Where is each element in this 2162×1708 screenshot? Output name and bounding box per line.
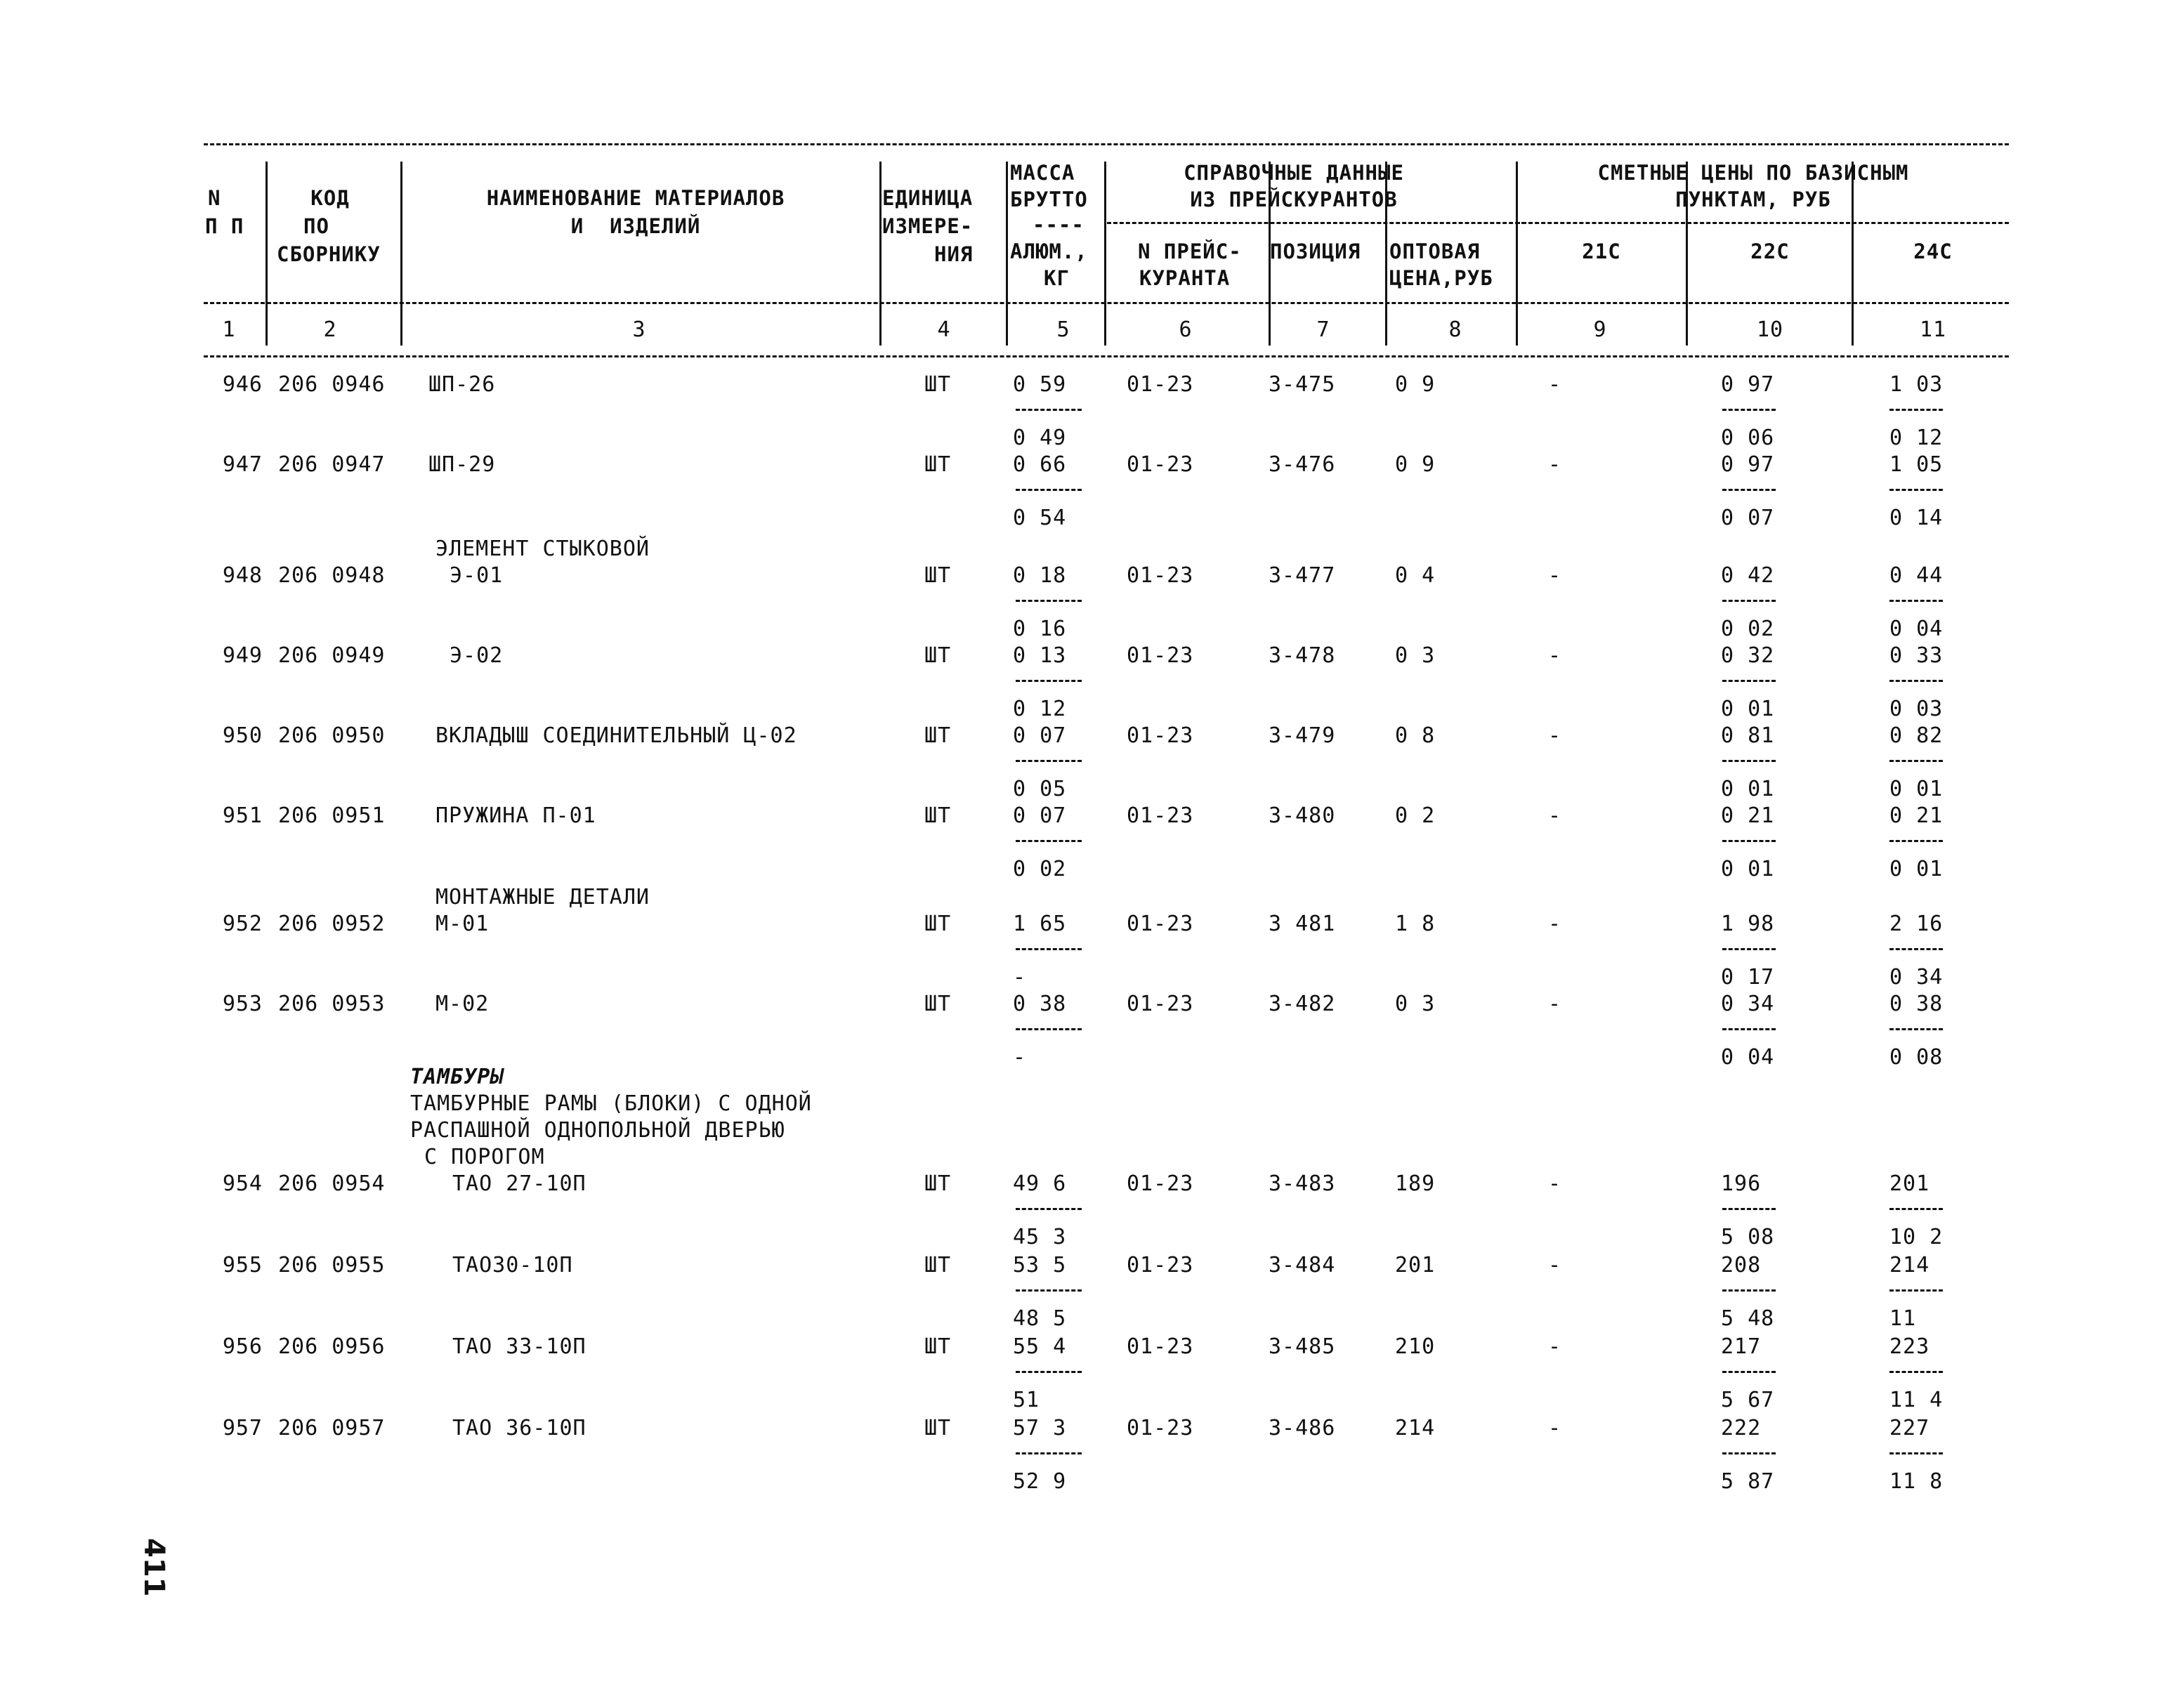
row-code: 206 0956 — [278, 1334, 386, 1359]
row-price-24c: 0 44 — [1889, 563, 1944, 588]
row-mass-alu: 0 12 — [1013, 697, 1067, 721]
column-number: 1 — [222, 317, 236, 342]
col-position-label: ПОЗИЦИЯ — [1270, 239, 1361, 263]
row-number: 957 — [222, 1416, 263, 1440]
fraction-rule — [1722, 1371, 1776, 1373]
price-group-label: ПУНКТАМ, РУБ — [1675, 188, 1831, 211]
row-price-22c: 196 — [1721, 1171, 1762, 1196]
fraction-rule — [1016, 1208, 1082, 1210]
row-price-21c: - — [1548, 563, 1562, 588]
row-wholesale: 201 — [1395, 1253, 1436, 1277]
col-22c-label: 22С — [1750, 239, 1790, 263]
row-code: 206 0957 — [278, 1416, 386, 1440]
row-wholesale: 210 — [1395, 1334, 1436, 1359]
column-rule — [1006, 162, 1008, 346]
row-unit: ШТ — [924, 992, 952, 1016]
col-code-label: СБОРНИКУ — [277, 242, 381, 266]
row-number: 946 — [222, 372, 263, 397]
row-price-22c-sub: 5 67 — [1721, 1388, 1775, 1412]
row-unit: ШТ — [924, 372, 952, 397]
section-label: ТАМБУРНЫЕ РАМЫ (БЛОКИ) С ОДНОЙ — [410, 1091, 812, 1116]
col-unit-label: НИЯ — [934, 242, 974, 266]
row-price-22c: 0 21 — [1721, 803, 1775, 828]
row-price-24c: 201 — [1889, 1171, 1930, 1196]
fraction-rule — [1016, 680, 1082, 682]
row-name: М-02 — [435, 992, 490, 1016]
row-pricelist: 01-23 — [1127, 992, 1194, 1016]
row-price-24c: 214 — [1889, 1253, 1930, 1277]
row-pricelist: 01-23 — [1127, 1253, 1194, 1277]
row-mass: 0 07 — [1013, 803, 1067, 828]
row-pricelist: 01-23 — [1127, 1416, 1194, 1440]
row-price-24c-sub: 0 04 — [1889, 617, 1944, 641]
row-position: 3-485 — [1269, 1334, 1336, 1359]
row-unit: ШТ — [924, 643, 952, 668]
row-name: ШП-26 — [428, 372, 496, 397]
fraction-rule — [1722, 680, 1776, 682]
row-position: 3-475 — [1269, 372, 1336, 397]
col-mass-label: БРУТТО — [1010, 188, 1088, 211]
fraction-rule — [1889, 1289, 1943, 1292]
row-pricelist: 01-23 — [1127, 643, 1194, 668]
row-number: 948 — [222, 563, 263, 588]
row-pricelist: 01-23 — [1127, 803, 1194, 828]
fraction-rule — [1722, 1452, 1776, 1454]
row-mass: 0 38 — [1013, 992, 1067, 1016]
row-price-22c: 0 34 — [1721, 992, 1775, 1016]
row-price-22c-sub: 0 02 — [1721, 617, 1775, 641]
row-pricelist: 01-23 — [1127, 1334, 1194, 1359]
fraction-rule — [1016, 1289, 1082, 1292]
row-price-24c: 223 — [1889, 1334, 1930, 1359]
row-price-21c: - — [1548, 372, 1562, 397]
column-number: 3 — [632, 317, 646, 342]
row-unit: ШТ — [924, 1334, 952, 1359]
col-wholesale-label: ОПТОВАЯ — [1389, 239, 1481, 263]
row-wholesale: 1 8 — [1395, 912, 1436, 936]
row-price-24c-sub: 0 03 — [1889, 697, 1944, 721]
row-price-21c: - — [1548, 1334, 1562, 1359]
row-price-22c-sub: 0 04 — [1721, 1045, 1775, 1070]
row-price-22c: 217 — [1721, 1334, 1762, 1359]
row-code: 206 0949 — [278, 643, 386, 668]
fraction-rule — [1889, 948, 1943, 950]
section-label: МОНТАЖНЫЕ ДЕТАЛИ — [435, 885, 650, 909]
column-rule — [1516, 162, 1518, 346]
row-number: 949 — [222, 643, 263, 668]
row-number: 952 — [222, 912, 263, 936]
section-label: ЭЛЕМЕНТ СТЫКОВОЙ — [435, 537, 650, 561]
row-price-24c-sub: 11 4 — [1889, 1388, 1944, 1412]
row-price-22c: 0 97 — [1721, 372, 1775, 397]
row-mass: 0 07 — [1013, 723, 1067, 748]
row-position: 3-476 — [1269, 452, 1336, 477]
fraction-rule — [1889, 680, 1943, 682]
row-price-24c: 1 05 — [1889, 452, 1944, 477]
row-code: 206 0951 — [278, 803, 386, 828]
row-unit: ШТ — [924, 1253, 952, 1277]
row-price-24c: 2 16 — [1889, 912, 1944, 936]
row-price-24c: 0 38 — [1889, 992, 1944, 1016]
row-name: ТАО 36-10П — [452, 1416, 587, 1440]
row-pricelist: 01-23 — [1127, 452, 1194, 477]
row-mass-alu: 48 5 — [1013, 1306, 1067, 1331]
column-rule — [1852, 162, 1854, 346]
fraction-rule — [1722, 1289, 1776, 1292]
row-wholesale: 0 3 — [1395, 992, 1436, 1016]
row-position: 3-482 — [1269, 992, 1336, 1016]
row-number: 955 — [222, 1253, 263, 1277]
row-price-21c: - — [1548, 643, 1562, 668]
row-price-22c-sub: 0 01 — [1721, 697, 1775, 721]
col-mass-label: МАССА — [1010, 161, 1075, 185]
row-price-24c-sub: 0 14 — [1889, 506, 1944, 530]
row-price-24c: 227 — [1889, 1416, 1930, 1440]
row-price-24c-sub: 0 01 — [1889, 857, 1944, 881]
price-group-rule — [1516, 222, 2009, 224]
row-position: 3 481 — [1269, 912, 1336, 936]
row-price-22c-sub: 5 87 — [1721, 1469, 1775, 1494]
row-wholesale: 0 4 — [1395, 563, 1436, 588]
column-number: 11 — [1919, 317, 1947, 342]
col-name-label: НАИМЕНОВАНИЕ МАТЕРИАЛОВ — [486, 186, 785, 210]
fraction-rule — [1889, 760, 1943, 762]
fraction-rule — [1889, 600, 1943, 602]
row-position: 3-477 — [1269, 563, 1336, 588]
column-rule — [266, 162, 268, 346]
row-mass: 0 59 — [1013, 372, 1067, 397]
fraction-rule — [1016, 600, 1082, 602]
row-price-24c-sub: 0 12 — [1889, 426, 1944, 450]
fraction-rule — [1722, 840, 1776, 842]
row-price-22c: 1 98 — [1721, 912, 1775, 936]
row-position: 3-486 — [1269, 1416, 1336, 1440]
column-number: 8 — [1448, 317, 1462, 342]
row-price-21c: - — [1548, 1416, 1562, 1440]
row-wholesale: 214 — [1395, 1416, 1436, 1440]
row-price-21c: - — [1548, 992, 1562, 1016]
header-bottom-rule — [204, 355, 2009, 357]
section-label: РАСПАШНОЙ ОДНОПОЛЬНОЙ ДВЕРЬЮ — [410, 1118, 785, 1143]
col-pricelist-label: N ПРЕЙС- — [1138, 239, 1242, 263]
row-number: 953 — [222, 992, 263, 1016]
column-number: 9 — [1593, 317, 1607, 342]
fraction-rule — [1016, 409, 1082, 411]
row-name: ТАО 27-10П — [452, 1171, 587, 1196]
row-code: 206 0946 — [278, 372, 386, 397]
row-code: 206 0950 — [278, 723, 386, 748]
row-price-22c-sub: 0 01 — [1721, 777, 1775, 801]
row-wholesale: 0 8 — [1395, 723, 1436, 748]
row-wholesale: 0 9 — [1395, 372, 1436, 397]
ref-group-label: ИЗ ПРЕЙСКУРАНТОВ — [1190, 188, 1398, 211]
row-price-22c-sub: 5 08 — [1721, 1225, 1775, 1249]
col-number-label: П П — [205, 214, 244, 238]
row-price-22c-sub: 0 17 — [1721, 965, 1775, 990]
fraction-rule — [1889, 840, 1943, 842]
row-code: 206 0948 — [278, 563, 386, 588]
row-mass: 0 13 — [1013, 643, 1067, 668]
column-number: 4 — [937, 317, 951, 342]
row-price-24c-sub: 11 8 — [1889, 1469, 1944, 1494]
row-code: 206 0955 — [278, 1253, 386, 1277]
col-21c-label: 21С — [1582, 239, 1621, 263]
header-mid-rule — [204, 302, 2009, 304]
row-number: 956 — [222, 1334, 263, 1359]
row-unit: ШТ — [924, 452, 952, 477]
col-24c-label: 24С — [1913, 239, 1953, 263]
fraction-rule — [1889, 1371, 1943, 1373]
row-mass-alu: 0 02 — [1013, 857, 1067, 881]
row-mass-alu: 0 54 — [1013, 506, 1067, 530]
fraction-rule — [1889, 1028, 1943, 1030]
row-mass: 53 5 — [1013, 1253, 1067, 1277]
row-price-21c: - — [1548, 803, 1562, 828]
fraction-rule — [1016, 489, 1082, 491]
fraction-rule — [1722, 1028, 1776, 1030]
col-code-label: ПО — [303, 214, 329, 238]
fraction-rule — [1722, 1208, 1776, 1210]
column-number: 6 — [1179, 317, 1193, 342]
col-mass-label: КГ — [1044, 266, 1070, 290]
row-mass-alu: 51 — [1013, 1388, 1040, 1412]
fraction-rule — [1889, 409, 1943, 411]
col-unit-label: ЕДИНИЦА — [882, 186, 974, 210]
row-mass: 0 18 — [1013, 563, 1067, 588]
row-pricelist: 01-23 — [1127, 372, 1194, 397]
row-unit: ШТ — [924, 803, 952, 828]
row-price-21c: - — [1548, 452, 1562, 477]
row-number: 954 — [222, 1171, 263, 1196]
row-mass-alu: 0 05 — [1013, 777, 1067, 801]
row-price-22c: 0 32 — [1721, 643, 1775, 668]
col-mass-label: АЛЮМ., — [1010, 239, 1088, 263]
row-pricelist: 01-23 — [1127, 723, 1194, 748]
row-number: 951 — [222, 803, 263, 828]
fraction-rule — [1016, 1452, 1082, 1454]
row-name: Э-01 — [450, 563, 504, 588]
page-number: 411 — [138, 1538, 170, 1597]
row-price-24c: 0 33 — [1889, 643, 1944, 668]
row-price-24c-sub: 0 01 — [1889, 777, 1944, 801]
row-wholesale: 0 3 — [1395, 643, 1436, 668]
row-mass-alu: 45 3 — [1013, 1225, 1067, 1249]
row-price-21c: - — [1548, 912, 1562, 936]
row-price-22c-sub: 0 01 — [1721, 857, 1775, 881]
row-price-22c: 0 97 — [1721, 452, 1775, 477]
col-mass-label: ---- — [1033, 213, 1085, 237]
row-name: М-01 — [435, 912, 490, 936]
row-code: 206 0947 — [278, 452, 386, 477]
col-code-label: КОД — [310, 186, 350, 210]
row-price-22c: 0 81 — [1721, 723, 1775, 748]
row-price-22c-sub: 0 06 — [1721, 426, 1775, 450]
fraction-rule — [1722, 600, 1776, 602]
column-rule — [1104, 162, 1106, 346]
col-wholesale-label: ЦЕНА,РУБ — [1389, 266, 1493, 290]
fraction-rule — [1889, 1452, 1943, 1454]
fraction-rule — [1889, 1208, 1943, 1210]
row-price-21c: - — [1548, 1171, 1562, 1196]
row-mass: 55 4 — [1013, 1334, 1067, 1359]
row-mass-alu: - — [1013, 1045, 1027, 1070]
row-code: 206 0952 — [278, 912, 386, 936]
column-rule — [879, 162, 882, 346]
column-rule — [400, 162, 402, 346]
row-position: 3-483 — [1269, 1171, 1336, 1196]
fraction-rule — [1722, 948, 1776, 950]
row-position: 3-484 — [1269, 1253, 1336, 1277]
row-mass-alu: 0 16 — [1013, 617, 1067, 641]
row-code: 206 0954 — [278, 1171, 386, 1196]
row-unit: ШТ — [924, 723, 952, 748]
fraction-rule — [1016, 1028, 1082, 1030]
col-number-label: N — [208, 186, 221, 210]
row-price-24c-sub: 11 — [1889, 1306, 1917, 1331]
column-number: 7 — [1316, 317, 1330, 342]
ref-group-label: СПРАВОЧНЫЕ ДАННЫЕ — [1184, 161, 1404, 185]
row-mass-alu: 0 49 — [1013, 426, 1067, 450]
col-name-label: И ИЗДЕЛИЙ — [570, 214, 701, 238]
col-pricelist-label: КУРАНТА — [1139, 266, 1231, 290]
row-position: 3-479 — [1269, 723, 1336, 748]
row-mass: 49 6 — [1013, 1171, 1067, 1196]
row-name: ШП-29 — [428, 452, 496, 477]
row-position: 3-480 — [1269, 803, 1336, 828]
row-name: ВКЛАДЫШ СОЕДИНИТЕЛЬНЫЙ Ц-02 — [435, 723, 797, 748]
column-number: 5 — [1056, 317, 1070, 342]
row-pricelist: 01-23 — [1127, 563, 1194, 588]
column-number: 10 — [1756, 317, 1784, 342]
row-price-24c-sub: 10 2 — [1889, 1225, 1944, 1249]
fraction-rule — [1016, 760, 1082, 762]
row-price-24c-sub: 0 34 — [1889, 965, 1944, 990]
col-unit-label: ИЗМЕРЕ- — [882, 214, 974, 238]
row-code: 206 0953 — [278, 992, 386, 1016]
row-price-24c: 0 82 — [1889, 723, 1944, 748]
row-unit: ШТ — [924, 563, 952, 588]
row-price-22c: 222 — [1721, 1416, 1762, 1440]
row-price-22c: 0 42 — [1721, 563, 1775, 588]
column-number: 2 — [323, 317, 337, 342]
section-label: ТАМБУРЫ — [410, 1065, 504, 1089]
fraction-rule — [1722, 489, 1776, 491]
row-price-22c-sub: 0 07 — [1721, 506, 1775, 530]
row-price-21c: - — [1548, 1253, 1562, 1277]
header-top-rule — [204, 143, 2009, 145]
fraction-rule — [1016, 948, 1082, 950]
row-name: Э-02 — [450, 643, 504, 668]
row-mass-alu: - — [1013, 965, 1027, 990]
section-label: С ПОРОГОМ — [424, 1145, 545, 1169]
fraction-rule — [1016, 1371, 1082, 1373]
row-price-22c: 208 — [1721, 1253, 1762, 1277]
row-mass-alu: 52 9 — [1013, 1469, 1067, 1494]
row-unit: ШТ — [924, 1416, 952, 1440]
row-name: ТАО 33-10П — [452, 1334, 587, 1359]
row-name: ТАО30-10П — [452, 1253, 573, 1277]
row-price-21c: - — [1548, 723, 1562, 748]
row-number: 950 — [222, 723, 263, 748]
row-price-24c-sub: 0 08 — [1889, 1045, 1944, 1070]
ref-group-rule — [1107, 222, 1526, 224]
row-number: 947 — [222, 452, 263, 477]
row-position: 3-478 — [1269, 643, 1336, 668]
row-mass: 57 3 — [1013, 1416, 1067, 1440]
fraction-rule — [1889, 489, 1943, 491]
row-price-24c: 1 03 — [1889, 372, 1944, 397]
row-mass: 0 66 — [1013, 452, 1067, 477]
row-price-22c-sub: 5 48 — [1721, 1306, 1775, 1331]
fraction-rule — [1722, 760, 1776, 762]
row-wholesale: 189 — [1395, 1171, 1436, 1196]
fraction-rule — [1722, 409, 1776, 411]
row-pricelist: 01-23 — [1127, 1171, 1194, 1196]
row-name: ПРУЖИНА П-01 — [435, 803, 596, 828]
row-unit: ШТ — [924, 912, 952, 936]
fraction-rule — [1016, 840, 1082, 842]
price-group-label: СМЕТНЫЕ ЦЕНЫ ПО БАЗИСНЫМ — [1597, 161, 1909, 185]
row-wholesale: 0 9 — [1395, 452, 1436, 477]
row-wholesale: 0 2 — [1395, 803, 1436, 828]
row-pricelist: 01-23 — [1127, 912, 1194, 936]
row-price-24c: 0 21 — [1889, 803, 1944, 828]
row-mass: 1 65 — [1013, 912, 1067, 936]
row-unit: ШТ — [924, 1171, 952, 1196]
